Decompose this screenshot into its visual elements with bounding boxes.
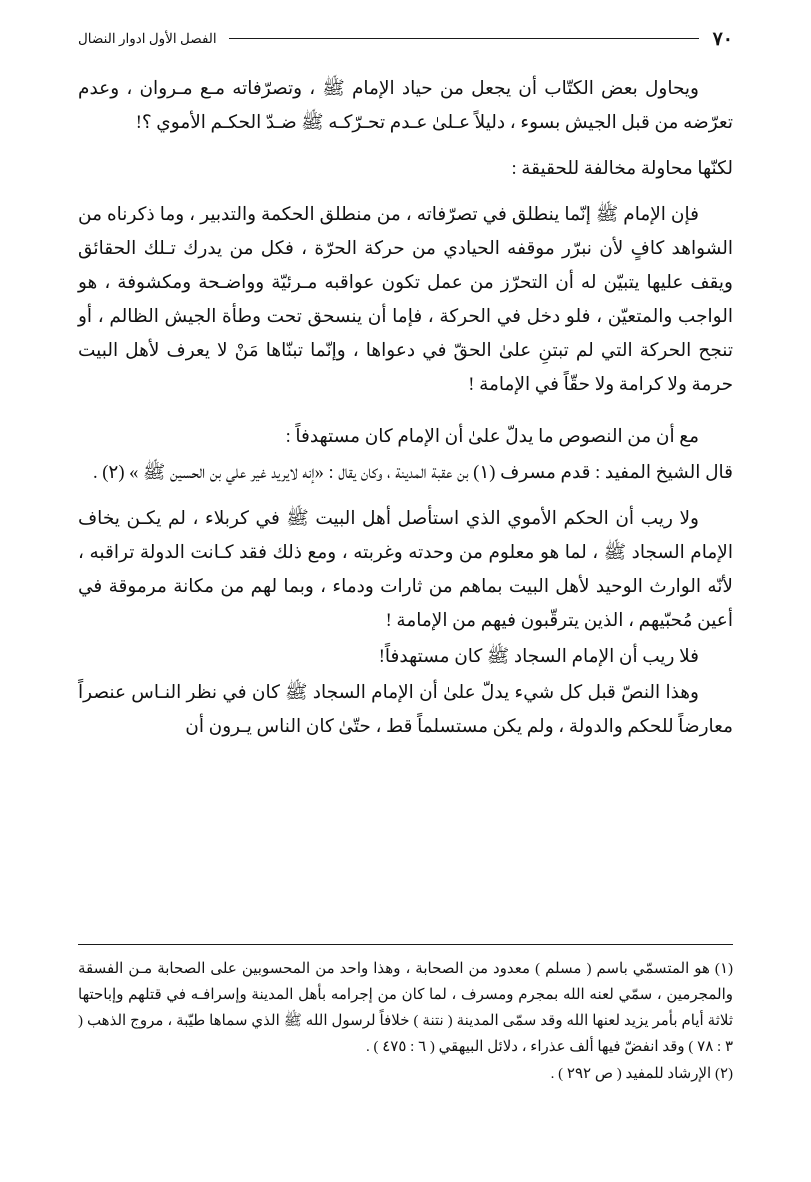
paragraph: فلا ريب أن الإمام السجاد ﷺ كان مستهدفاً! xyxy=(378,647,699,667)
paragraph: وهذا النصّ قبل كل شيء يدلّ علىٰ أن الإمام السجاد ﷺ كان في نظر النـاس عنصراً معارضاً للحكم والدولة ، ولم يكن مستسلماً قط ، حتّىٰ كان الناس يـرون أن xyxy=(78,683,733,737)
footnote-item: (١) هو المتسمّي باسم ( مسلم ) معدود من الصحابة ، وهذا واحد من المحسوبين على الصحابة مـن الفسقة والمجرمين ، سمّي لعنه الله بمجرم ومسرف ، لما كان من إجرامه بأهل المدينة وإسرافـه في قتلهم وإباحتها ثلاثة أيام بأمر يزيد لعنها الله وقد سمّى المدينة ( نتنة ) خلافاً لرسول الله ﷺ الذي سماها طيّبة ، مروج الذهب ( ٣ : ٧٨ ) وقد انفضّ فيها ألف عذراء ، دلائل البيهقي ( ٦ : ٤٧٥ ) . xyxy=(78,961,733,1055)
body-text xyxy=(78,72,733,744)
paragraph: قال الشيخ المفيد : قدم مسرف (١) بن عقبة المدينة ، وكان يقال : «إنه لايريد غير علي بن الحسين ﷺ » (٢) . xyxy=(92,463,733,483)
page-header xyxy=(78,26,733,52)
footnotes-section xyxy=(78,956,733,1088)
footnote-item: (٢) الإرشاد للمفيد ( ص ٢٩٢ ) . xyxy=(550,1066,733,1082)
spacer xyxy=(78,492,733,502)
paragraph: مع أن من النصوص ما يدلّ علىٰ أن الإمام كان مستهدفاً : xyxy=(285,427,699,447)
spacer xyxy=(78,404,733,420)
spacer xyxy=(78,142,733,152)
page-number: ٧٠ xyxy=(712,28,733,50)
paragraph: فإن الإمام ﷺ إنّما ينطلق في تصرّفاته ، من منطلق الحكمة والتدبير ، وما ذكرناه من الشواهد كافٍ لأن نبرّر موقفه الحيادي من حركة الحرّة ، فكل من يدرك تـلك الحقائق ويقف عليها يتبيّن له أن التحرّز من عمل تكون عواقبه مـرئيّة وواضـحة ومكشوفة ، هو الواجب والمتعيّن ، فلو دخل في الحركة ، فإما أن ينسحق تحت وطأة الجيش الظالم ، أو تنجح الحركة التي لم تبتنِ علىٰ الحقّ في دعواها ، وإنّما تبنّاها مَنْ لا يعرف لأهل البيت حرمة ولا كرامة ولا حقّاً في الإمامة ! xyxy=(78,205,733,395)
spacer xyxy=(78,188,733,198)
chapter-title: الفصل الأول ادوار النضال xyxy=(78,31,217,46)
paragraph: لكنّها محاولة مخالفة للحقيقة : xyxy=(511,159,733,179)
header-rule xyxy=(229,38,699,39)
paragraph: ويحاول بعض الكتّاب أن يجعل من حياد الإمام ﷺ ، وتصرّفاته مـع مـروان ، وعدم تعرّضه من قبل الجيش بسوء ، دليلاً عـلىٰ عـدم تحـرّكـه ﷺ ضـدّ الحكـم الأموي ؟! xyxy=(78,79,733,133)
footnote-separator xyxy=(78,944,733,945)
paragraph: ولا ريب أن الحكم الأموي الذي استأصل أهل البيت ﷺ في كربلاء ، لم يكـن يخاف الإمام السجاد ﷺ ، لما هو معلوم من وحدته وغربته ، ومع ذلك فقد كـانت الدولة تراقبه ، لأنّه الوارث الوحيد لأهل البيت بماهم من ثارات ودماء ، وبما لهم من مكانة مرموقة في أعين مُحبّيهم ، الذين يترقّبون فيهم من الإمامة ! xyxy=(78,509,733,631)
page-content xyxy=(78,26,733,1162)
